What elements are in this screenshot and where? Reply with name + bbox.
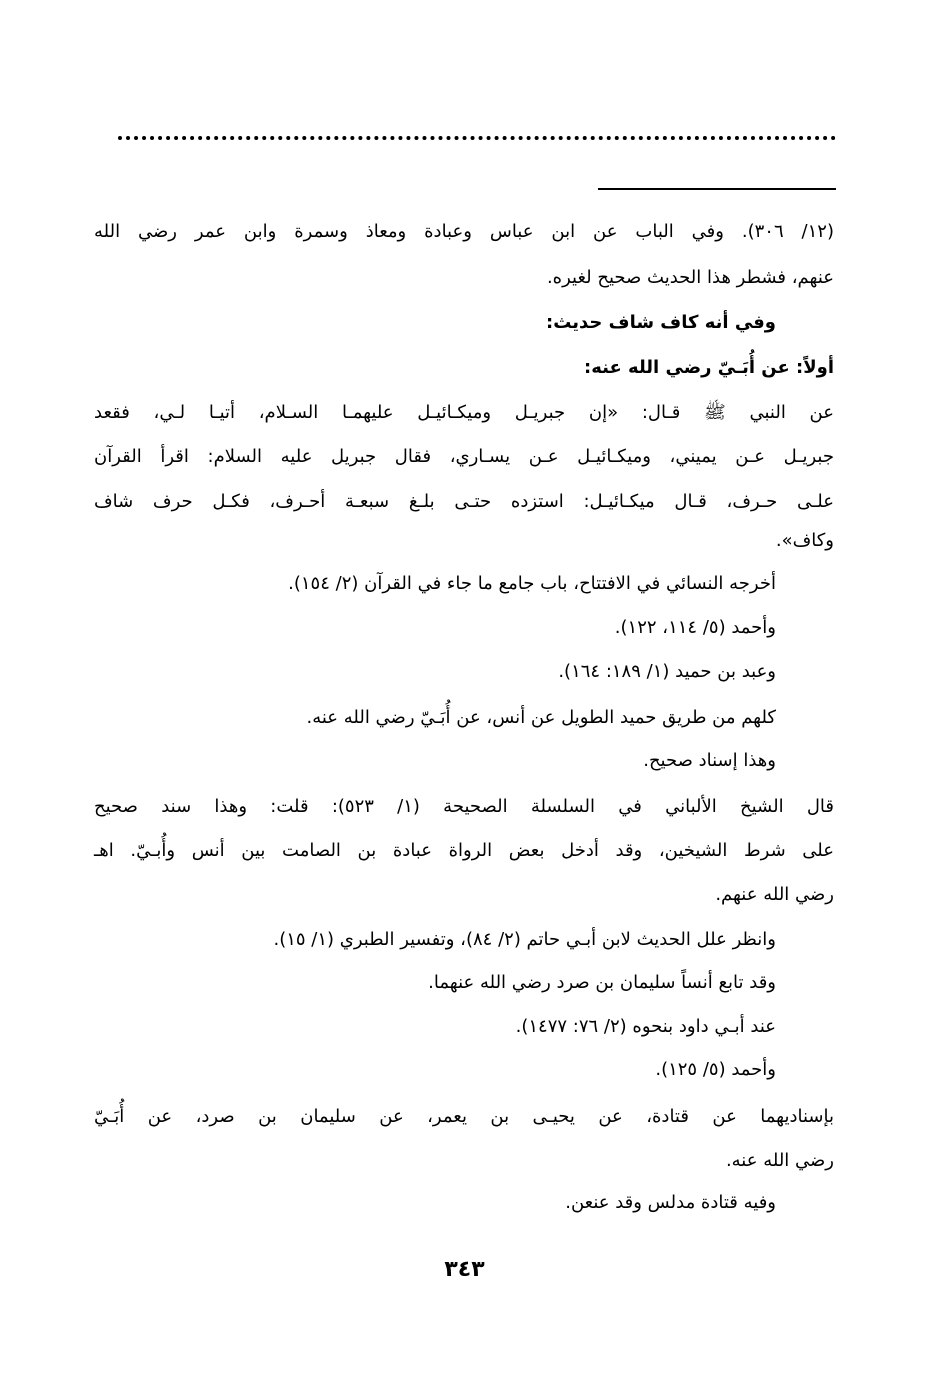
text-line: عن النبي ﷺ قـال: «إن جبريـل وميكـائيـل عليهمـا السـلام، أتيـا لـي، فقعد xyxy=(94,402,834,423)
text-line: وأحمد (٥/ ١٢٥). xyxy=(655,1059,776,1080)
text-line: على شرط الشيخين، وقد أدخل بعض الرواة عبادة بن الصامت بين أنس وأُبـيّ. اهـ xyxy=(94,840,834,861)
text-line: علـى حـرف، قـال ميكـائيـل: استزده حتـى بلـغ سبعـة أحـرف، فكـل حرف شاف xyxy=(94,491,834,512)
text-line: أخرجه النسائي في الافتتاح، باب جامع ما جاء في القرآن (٢/ ١٥٤). xyxy=(288,573,776,594)
text-line: (١٢/ ٣٠٦). وفي الباب عن ابن عباس وعبادة ومعاذ وسمرة وابن عمر رضي الله xyxy=(94,221,834,242)
text-line: عند أبـي داود بنحوه (٢/ ٧٦: ١٤٧٧). xyxy=(515,1016,776,1037)
text-line: وعبد بن حميد (١/ ١٨٩: ١٦٤). xyxy=(558,661,776,682)
text-line: وقد تابع أنساً سليمان بن صرد رضي الله عنهما. xyxy=(428,972,776,993)
text-line: وهذا إسناد صحيح. xyxy=(643,750,776,771)
page-number: ٣٤٣ xyxy=(444,1257,485,1282)
text-line: كلهم من طريق حميد الطويل عن أنس، عن أُبَـيّ رضي الله عنه. xyxy=(306,707,776,728)
text-line: رضي الله عنه. xyxy=(725,1150,834,1171)
text-line: رضي الله عنهم. xyxy=(715,884,834,905)
subsection-heading: أولاً: عن أُبَـيّ رضي الله عنه: xyxy=(584,357,834,378)
section-heading: وفي أنه كاف شاف حديث: xyxy=(546,312,776,333)
text-line: قال الشيخ الألباني في السلسلة الصحيحة (١/ ٥٢٣): قلت: وهذا سند صحيح xyxy=(94,796,835,817)
text-line: وفيه قتادة مدلس وقد عنعن. xyxy=(565,1192,776,1213)
text-line: بإسناديهما عن قتادة، عن يحيـى بن يعمر، عن سليمان بن صرد، عن أُبَـيّ xyxy=(94,1106,834,1127)
text-line: وأحمد (٥/ ١١٤، ١٢٢). xyxy=(614,617,776,638)
text-line: وكاف». xyxy=(775,530,834,551)
text-line: عنهم، فشطر هذا الحديث صحيح لغيره. xyxy=(546,267,834,288)
text-line: جبريـل عـن يميني، وميكـائيـل عـن يسـاري، فقال جبريل عليه السلام: اقرأ القرآن xyxy=(94,446,834,467)
dotted-separator xyxy=(118,136,836,140)
text-line: وانظر علل الحديث لابن أبـي حاتم (٢/ ٨٤)، وتفسير الطبري (١/ ١٥). xyxy=(273,929,776,950)
footnote-rule xyxy=(598,188,836,190)
